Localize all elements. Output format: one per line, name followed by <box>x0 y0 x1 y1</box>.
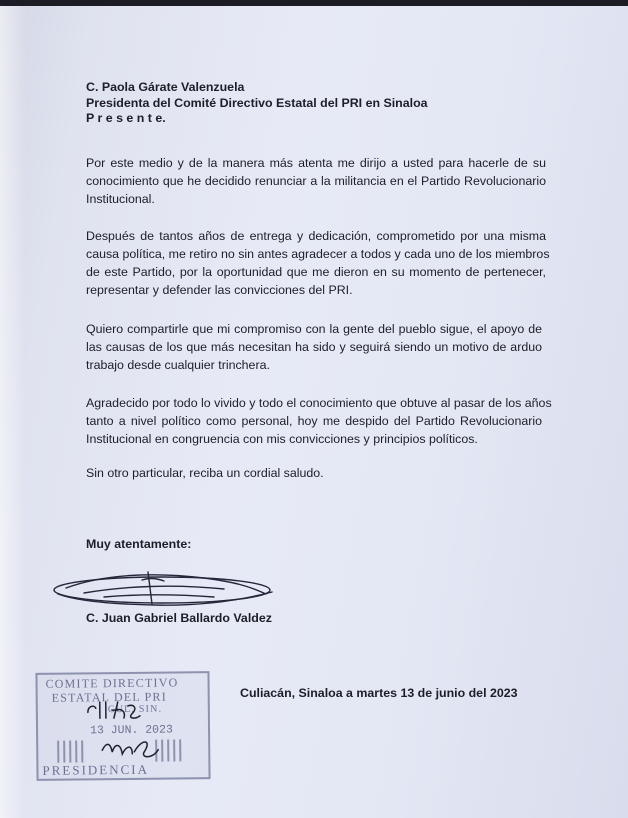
paragraph-line: trabajo desde cualquier trinchera. <box>86 358 270 372</box>
stamp-line-1: COMITE DIRECTIVO <box>45 675 179 691</box>
official-stamp <box>35 671 210 781</box>
paragraph-line: las causas de los que más necesitan ha sido y seguirá siendo un motivo de arduo <box>86 340 542 354</box>
paragraph-line: Quiero compartirle que mi compromiso con la gente del pueblo sigue, el apoyo de <box>86 322 542 336</box>
recipient-name: C. Paola Gárate Valenzuela <box>86 80 245 94</box>
paragraph-line: Por este medio y de la manera más atenta me dirijo a usted para hacerle de su <box>86 156 546 170</box>
paragraph-line: Institucional en congruencia con mis convicciones y principios políticos. <box>86 432 478 446</box>
paragraph-line: representar y defender las convicciones del PRI. <box>86 283 353 297</box>
stamp-footer: PRESIDENCIA <box>42 761 150 778</box>
handwritten-signature <box>44 564 284 612</box>
paragraph-line: Agradecido por todo lo vivido y todo el conocimiento que obtuve al pasar de los años <box>86 396 552 410</box>
stamp-line-3: CUL. SIN. <box>107 703 163 716</box>
presente-line: P r e s e n t e. <box>86 111 166 125</box>
paragraph-line: Institucional. <box>86 192 155 206</box>
paper-glare <box>0 6 26 818</box>
paragraph-4 <box>86 396 552 447</box>
paragraph-line: tanto a nivel político como personal, hoy me despido del Partido Revolucionario <box>86 414 542 428</box>
paragraph-line: conocimiento que he decidido renunciar a la militancia en el Partido Revolucionario <box>86 174 546 188</box>
paragraph-line: Después de tantos años de entrega y dedicación, comprometido por una misma <box>86 229 546 243</box>
paragraph-1 <box>86 156 546 207</box>
closing-line: Sin otro particular, reciba un cordial saludo. <box>86 466 324 480</box>
recipient-title: Presidenta del Comité Directivo Estatal del PRI en Sinaloa <box>86 96 428 110</box>
paragraph-line: causa política, me retiro no sin antes agradecer a todos y cada uno de los miembros <box>86 247 550 261</box>
paragraph-2 <box>86 229 550 298</box>
signer-name: C. Juan Gabriel Ballardo Valdez <box>86 611 272 625</box>
stamp-date: 13 JUN. 2023 <box>89 723 173 738</box>
place-date: Culiacán, Sinaloa a martes 13 de junio del 2023 <box>240 686 518 700</box>
paragraph-line: de este Partido, por la oportunidad que me dieron en su momento de pertenecer, <box>86 265 546 279</box>
paragraph-3 <box>86 322 542 373</box>
salutation: Muy atentamente: <box>86 537 192 551</box>
stamp-line-2: ESTATAL DEL PRI <box>51 689 167 705</box>
stamp-handwriting <box>82 697 183 772</box>
